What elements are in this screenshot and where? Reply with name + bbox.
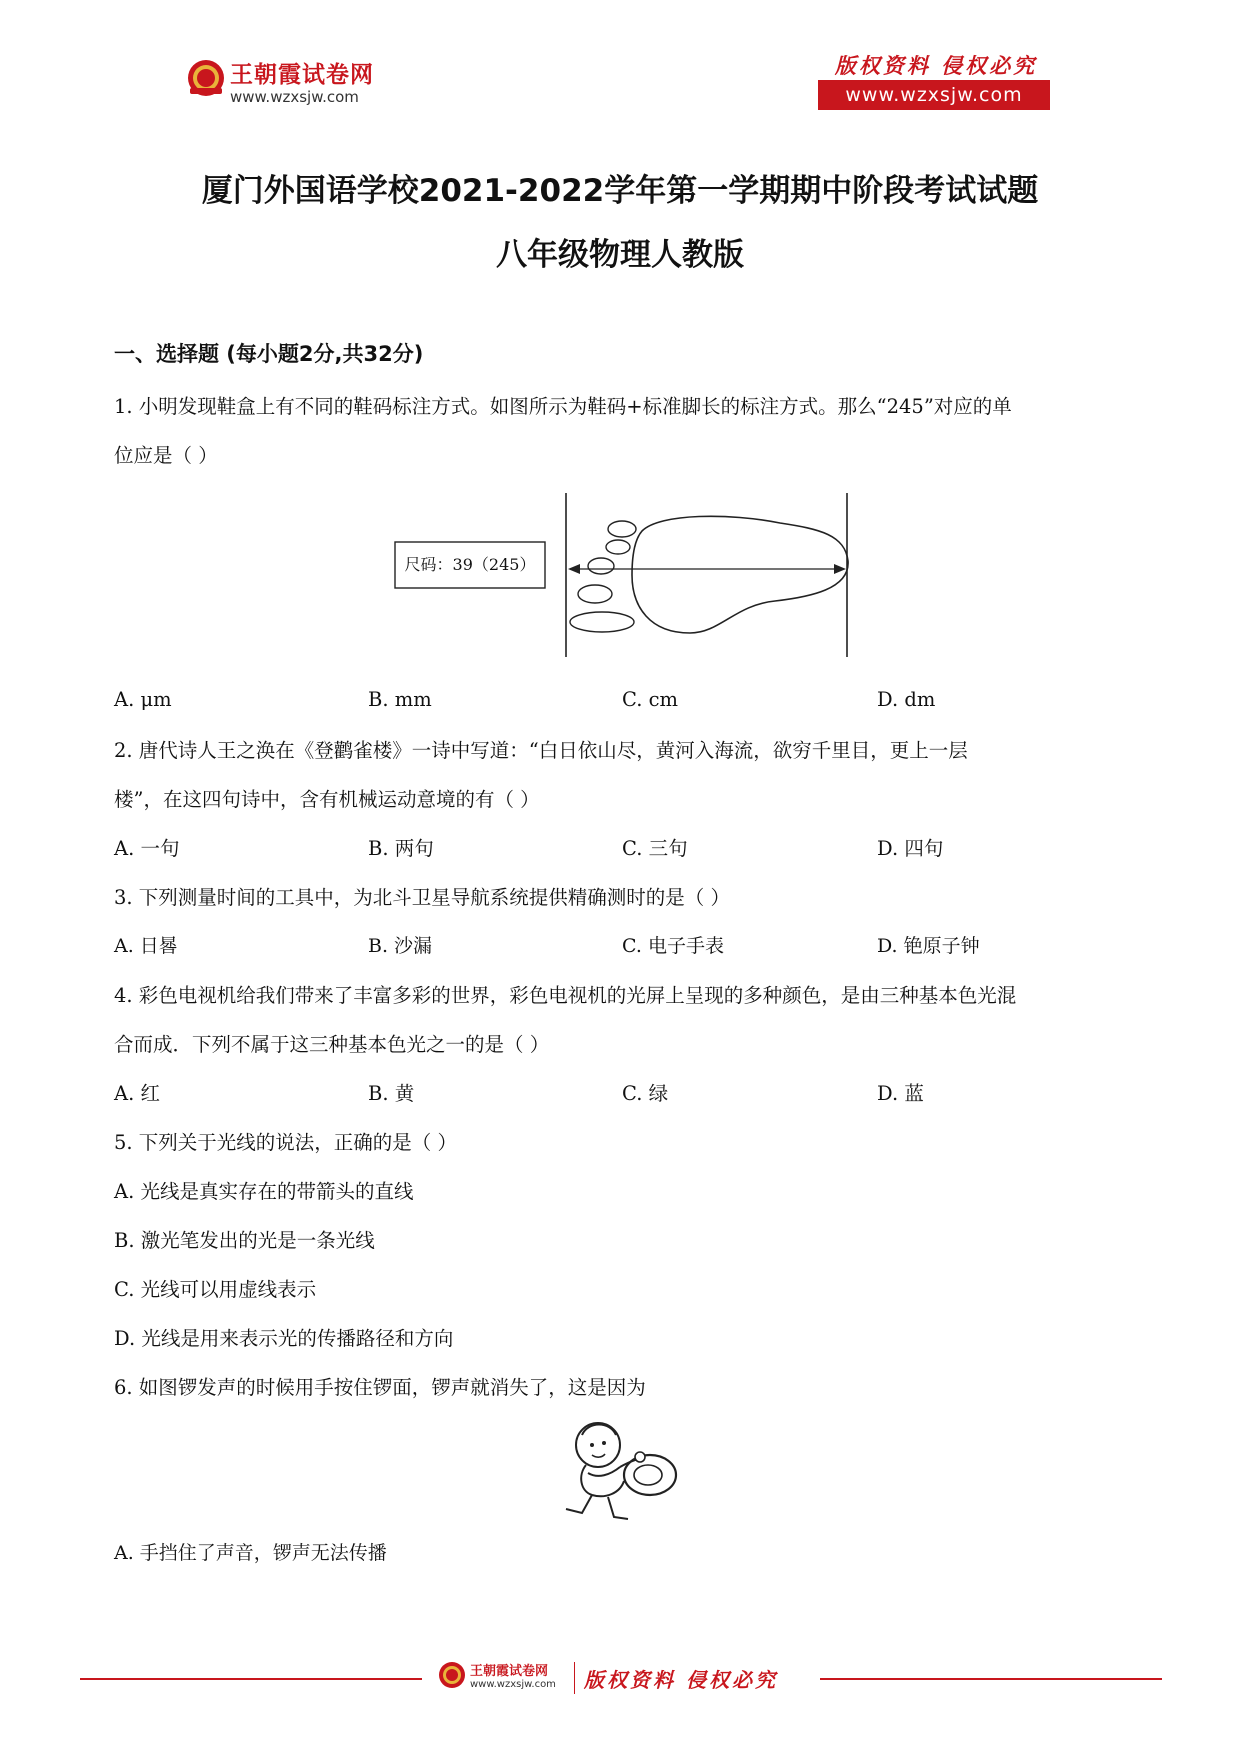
q1-option-b: B. mm: [368, 688, 432, 711]
footer-logo-icon: [437, 1660, 467, 1690]
gong-child-figure: [558, 1413, 684, 1525]
q1-option-d: D. dm: [877, 688, 936, 711]
footer-brand-name: 王朝霞试卷网: [470, 1664, 549, 1679]
copyright-url[interactable]: www.wzxsjw.com: [818, 80, 1050, 110]
q3-option-b: B. 沙漏: [368, 935, 433, 957]
exam-title: 厦门外国语学校2021-2022学年第一学期期中阶段考试试题: [201, 173, 1039, 209]
q3-option-d: D. 铯原子钟: [877, 935, 980, 957]
brand-logo-icon: [186, 58, 226, 98]
question-1-text: 1. 小明发现鞋盒上有不同的鞋码标注方式。如图所示为鞋码+标准脚长的标注方式。那么“245”对应的单: [114, 395, 1012, 418]
question-4-text: 4. 彩色电视机给我们带来了丰富多彩的世界，彩色电视机的光屏上呈现的多种颜色，是由三种基本色光混: [114, 984, 1017, 1007]
q2-option-a: A. 一句: [114, 837, 180, 860]
q5-option-c: C. 光线可以用虚线表示: [114, 1278, 317, 1301]
q3-option-a: A. 日晷: [114, 935, 178, 957]
question-6-text: 6. 如图锣发声的时候用手按住锣面，锣声就消失了，这是因为: [114, 1376, 646, 1399]
exam-subtitle: 八年级物理人教版: [496, 237, 744, 273]
question-2-text: 2. 唐代诗人王之涣在《登鹳雀楼》一诗中写道：“白日依山尽，黄河入海流，欲穷千里目，更上一层: [114, 739, 968, 762]
brand-url[interactable]: www.wzxsjw.com: [230, 88, 359, 106]
copyright-notice: 版权资料 侵权必究: [834, 53, 1038, 78]
question-4-text-cont: 合而成．下列不属于这三种基本色光之一的是（ ）: [114, 1033, 550, 1056]
q1-option-a: A. μm: [114, 688, 172, 711]
question-2-text-cont: 楼”，在这四句诗中，含有机械运动意境的有（ ）: [114, 788, 540, 811]
question-1-text-cont: 位应是（ ）: [114, 444, 218, 467]
q5-option-b: B. 激光笔发出的光是一条光线: [114, 1229, 375, 1252]
footer-separator: [574, 1662, 575, 1694]
footer-copyright: 版权资料 侵权必究: [584, 1668, 778, 1692]
shoe-size-figure: [390, 493, 860, 657]
q4-option-a: A. 红: [114, 1082, 160, 1105]
q4-option-b: B. 黄: [368, 1082, 415, 1105]
question-3-text: 3. 下列测量时间的工具中，为北斗卫星导航系统提供精确测时的是（ ）: [114, 886, 731, 909]
footer-brand-url[interactable]: www.wzxsjw.com: [470, 1679, 556, 1690]
footer-divider-right: [820, 1678, 1162, 1680]
shoe-size-label: 尺码：39（245）: [404, 555, 536, 574]
q2-option-b: B. 两句: [368, 837, 434, 860]
q5-option-d: D. 光线是用来表示光的传播路径和方向: [114, 1327, 454, 1350]
q4-option-d: D. 蓝: [877, 1082, 924, 1105]
section-heading: 一、选择题 (每小题2分,共32分): [114, 342, 424, 366]
q1-option-c: C. cm: [622, 688, 679, 711]
q2-option-c: C. 三句: [622, 837, 688, 860]
question-5-text: 5. 下列关于光线的说法，正确的是（ ）: [114, 1131, 458, 1154]
q6-option-a: A. 手挡住了声音，锣声无法传播: [114, 1542, 387, 1564]
brand-name: 王朝霞试卷网: [230, 62, 374, 88]
footer-divider-left: [80, 1678, 422, 1680]
q4-option-c: C. 绿: [622, 1082, 669, 1105]
q5-option-a: A. 光线是真实存在的带箭头的直线: [114, 1180, 414, 1203]
q2-option-d: D. 四句: [877, 837, 944, 860]
q3-option-c: C. 电子手表: [622, 935, 724, 957]
